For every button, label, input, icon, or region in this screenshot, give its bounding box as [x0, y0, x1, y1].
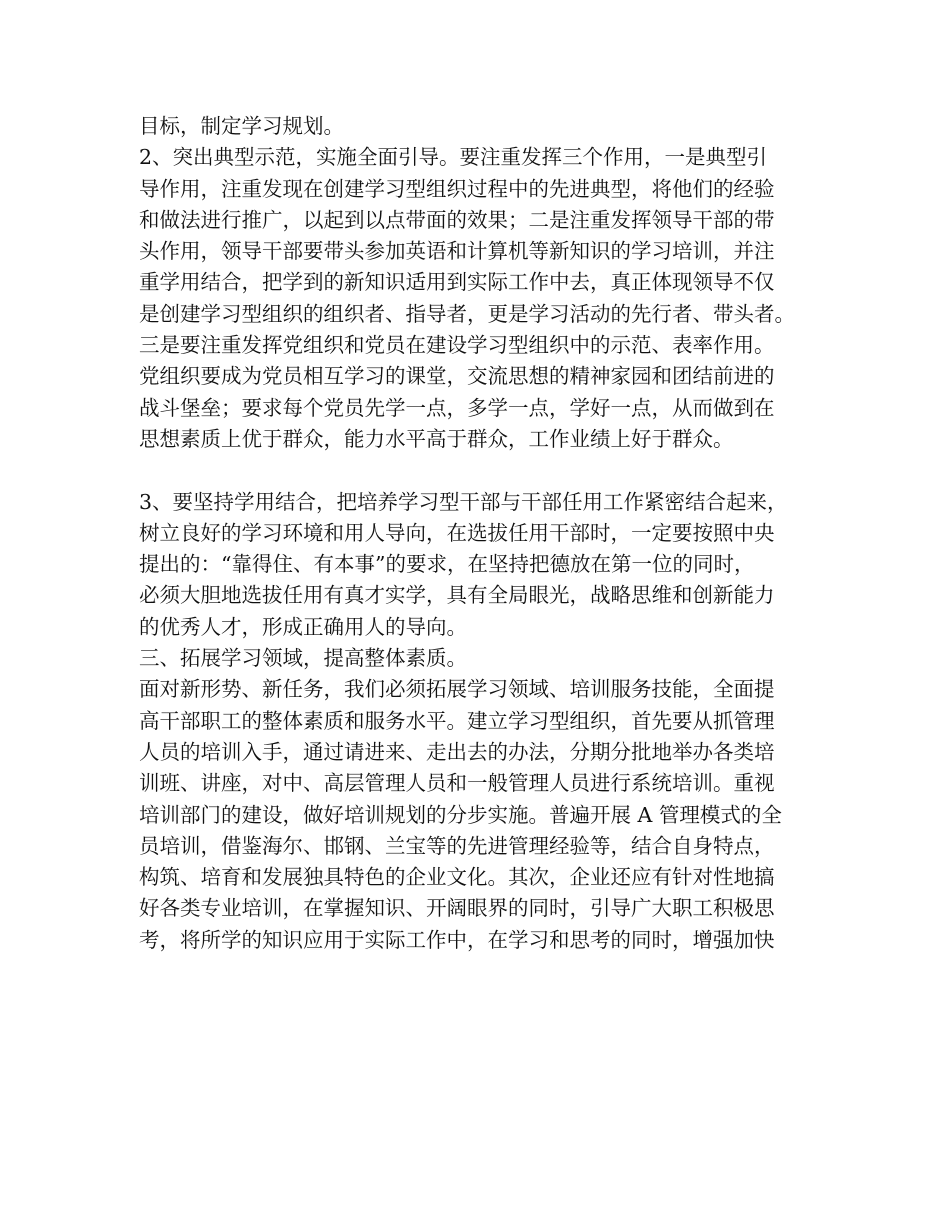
- text-line: 的优秀人才，形成正确用人的导向。: [139, 614, 467, 639]
- text-line: 人员的培训入手，通过请进来、走出去的办法，分期分批地举办各类培: [139, 739, 775, 764]
- text-line: 训班、讲座，对中、高层管理人员和一般管理人员进行系统培训。重视: [139, 771, 775, 796]
- text-line: 三是要注重发挥党组织和党员在建设学习型组织中的示范、表率作用。: [139, 333, 775, 358]
- text-line: 和做法进行推广，以起到以点带面的效果；二是注重发挥领导干部的带: [139, 207, 775, 232]
- text-line: 好各类专业培训，在掌握知识、开阔眼界的同时，引导广大职工积极思: [139, 896, 775, 921]
- text-line: 思想素质上优于群众，能力水平高于群众，工作业绩上好于群众。: [139, 426, 734, 451]
- text-line: 是创建学习型组织的组织者、指导者，更是学习活动的先行者、带头者。: [139, 301, 795, 326]
- text-line: 战斗堡垒；要求每个党员先学一点，多学一点，学好一点，从而做到在: [139, 395, 775, 420]
- text-line: 高干部职工的整体素质和服务水平。建立学习型组织，首先要从抓管理: [139, 708, 775, 733]
- text-line: 提出的：“靠得住、有本事”的要求，在坚持把德放在第一位的同时，: [139, 552, 755, 577]
- text-line: 树立良好的学习环境和用人导向，在选拔任用干部时，一定要按照中央: [139, 520, 775, 545]
- paragraph-gap: [139, 455, 829, 486]
- text-line: 导作用，注重发现在创建学习型组织过程中的先进典型，将他们的经验: [139, 176, 775, 201]
- text-line: 头作用，领导干部要带头参加英语和计算机等新知识的学习培训，并注: [139, 239, 775, 264]
- text-line: 3、要坚持学用结合，把培养学习型干部与干部任用工作紧密结合起来，: [139, 489, 788, 514]
- text-line: 培训部门的建设，做好培训规划的分步实施。普遍开展 A 管理模式的全: [139, 802, 782, 827]
- text-line: 面对新形势、新任务，我们必须拓展学习领域、培训服务技能，全面提: [139, 677, 775, 702]
- text-line: 党组织要成为党员相互学习的课堂，交流思想的精神家园和团结前进的: [139, 364, 775, 389]
- text-line: 构筑、培育和发展独具特色的企业文化。其次，企业还应有针对性地搞: [139, 865, 775, 890]
- text-line: 员培训，借鉴海尔、邯钢、兰宝等的先进管理经验等，结合自身特点，: [139, 833, 775, 858]
- text-line: 必须大胆地选拔任用有真才实学，具有全局眼光，战略思维和创新能力: [139, 583, 775, 608]
- document-body: [139, 111, 829, 956]
- section-heading: 三、拓展学习领域，提高整体素质。: [139, 646, 467, 671]
- text-line: 重学用结合，把学到的新知识适用到实际工作中去，真正体现领导不仅: [139, 270, 775, 295]
- text-line: 目标，制定学习规划。: [139, 114, 344, 138]
- text-line: 2、突出典型示范，实施全面引导。要注重发挥三个作用，一是典型引: [139, 145, 768, 170]
- text-line: 考，将所学的知识应用于实际工作中，在学习和思考的同时，增强加快: [139, 927, 775, 952]
